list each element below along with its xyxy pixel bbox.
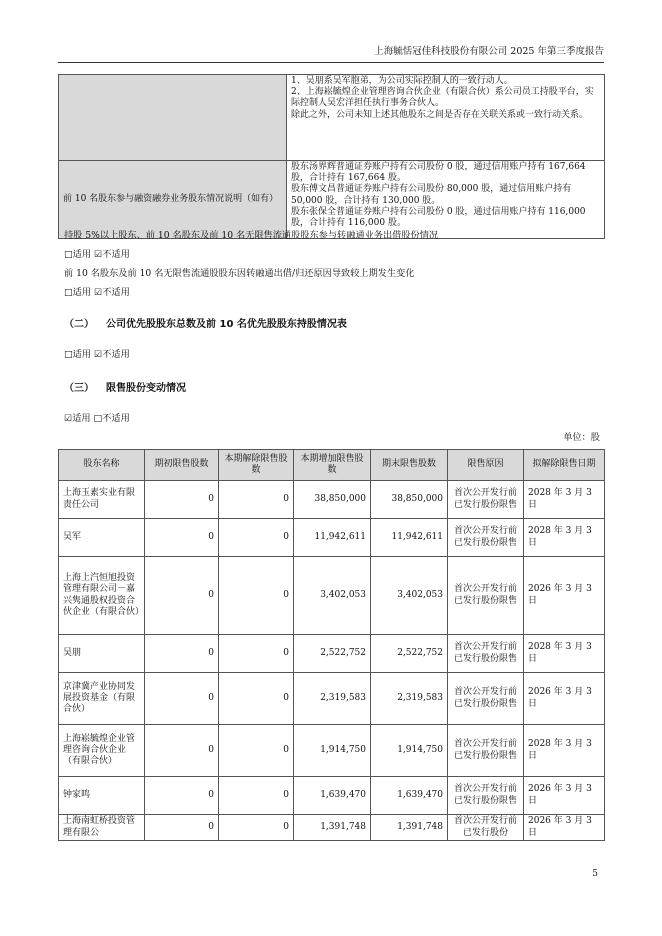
restriction-reason: 首次公开发行前已发行股份限售 [448,481,524,519]
end-restricted: 1,914,750 [371,725,448,777]
release-date: 2026 年 3 月 3 日 [524,777,605,815]
restriction-reason: 首次公开发行前已发行股份限售 [448,519,524,557]
header-reason: 限售原因 [448,450,524,481]
restriction-reason: 首次公开发行前已发行股份限售 [448,725,524,777]
added-count: 1,914,750 [294,725,371,777]
added-count: 1,639,470 [294,777,371,815]
restriction-reason: 首次公开发行前已发行股份限售 [448,557,524,635]
unit-label: 单位：股 [563,432,600,443]
release-date: 2028 年 3 月 3 日 [524,725,605,777]
restriction-reason: 首次公开发行前已发行股份限售 [448,635,524,673]
restriction-reason: 首次公开发行前已发行股份限售 [448,777,524,815]
shareholder-name: 吴军 [59,519,145,557]
related-party-row [59,75,605,161]
end-restricted: 1,639,470 [371,777,448,815]
release-date: 2028 年 3 月 3 日 [524,635,605,673]
released-count: 0 [219,777,294,815]
change-title: 前 10 名股东及前 10 名无限售流通股股东因转融通出借/归还原因导致较上期发生变化 [64,268,415,279]
released-count: 0 [219,557,294,635]
begin-restricted: 0 [145,777,219,815]
restricted-shares-heading [64,382,186,396]
released-count: 0 [219,519,294,557]
header-end-restricted: 期末限售股数 [371,450,448,481]
restricted-shares-heading-number: （三） [64,383,94,394]
restricted-shares-heading-title: 限售股份变动情况 [106,383,186,394]
begin-restricted: 0 [145,557,219,635]
change-applicable-check: □适用 ☑不适用 [64,287,130,298]
release-date: 2026 年 3 月 3 日 [524,557,605,635]
header-added: 本期增加限售股数 [294,450,371,481]
released-count: 0 [219,635,294,673]
release-date: 2028 年 3 月 3 日 [524,519,605,557]
end-restricted: 11,942,611 [371,519,448,557]
added-count: 1,391,748 [294,815,371,841]
shareholder-name: 上海崧毓煌企业管理咨询合伙企业（有限合伙） [59,725,145,777]
margin-trading-label: 前 10 名股东参与融资融券业务股东情况说明（如有） [59,161,287,239]
released-count: 0 [219,673,294,725]
related-party-value: 1、吴朋系吴军胞弟，为公司实际控制人的一致行动人。 2、上海崧毓煌企业管理咨询合伙企业（有限合伙）系公司员工持股平台，实际控制人吴宏洋担任执行事务合伙人。 除此之外，公司未知上述其他股东之间是否存在关联关系或一致行动关系。 [287,75,605,161]
added-count: 2,522,752 [294,635,371,673]
report-header-title: 上海毓恬冠佳科技股份有限公司 2025 年第三季度报告 [374,46,604,57]
shareholder-notes-table [58,74,605,239]
table-row [59,673,605,725]
header-released: 本期解除限售股数 [219,450,294,481]
shareholder-name: 京津冀产业协同发展投资基金（有限合伙） [59,673,145,725]
released-count: 0 [219,815,294,841]
table-row [59,481,605,519]
shareholder-name: 上海玉素实业有限责任公司 [59,481,145,519]
begin-restricted: 0 [145,481,219,519]
begin-restricted: 0 [145,635,219,673]
margin-trading-value: 股东汤界辉普通证券账户持有公司股份 0 股，通过信用账户持有 167,664 股，合计持有 167,664 股。 股东傅文昌普通证券账户持有公司股份 80,000 股，通过信用账户持有 50,000 股，合计持有 130,000 股。 股东张保全普通证券账户持有公司股份 0 股，通过信用账户持有 116,000 股，合计持有 116,000 股。 [287,161,605,239]
related-party-label [59,75,287,161]
preferred-applicable-check: □适用 ☑不适用 [64,349,130,360]
release-date: 2028 年 3 月 3 日 [524,481,605,519]
table-row [59,815,605,841]
shareholder-name: 钟家鸣 [59,777,145,815]
table-row [59,777,605,815]
header-release-date: 拟解除限售日期 [524,450,605,481]
released-count: 0 [219,725,294,777]
preferred-shares-heading-number: （二） [64,319,94,330]
restriction-reason: 首次公开发行前已发行股份 [448,815,524,841]
restriction-reason: 首次公开发行前已发行股份限售 [448,673,524,725]
page-number: 5 [592,869,598,879]
end-restricted: 1,391,748 [371,815,448,841]
begin-restricted: 0 [145,815,219,841]
added-count: 11,942,611 [294,519,371,557]
added-count: 2,319,583 [294,673,371,725]
release-date: 2026 年 3 月 3 日 [524,673,605,725]
table-row [59,725,605,777]
header-begin-restricted: 期初限售股数 [145,450,219,481]
begin-restricted: 0 [145,673,219,725]
end-restricted: 2,522,752 [371,635,448,673]
margin-trading-row [59,161,605,239]
lending-applicable-check: □适用 ☑不适用 [64,249,130,260]
begin-restricted: 0 [145,519,219,557]
preferred-shares-heading-title: 公司优先股股东总数及前 10 名优先股股东持股情况表 [106,319,347,330]
release-date: 2026 年 3 月 3 日 [524,815,605,841]
table-header-row [59,450,605,481]
shareholder-name: 上海上汽恒旭投资管理有限公司－嘉兴隽通股权投资合伙企业（有限合伙） [59,557,145,635]
end-restricted: 3,402,053 [371,557,448,635]
table-row [59,557,605,635]
end-restricted: 2,319,583 [371,673,448,725]
report-header [58,44,604,63]
preferred-shares-heading [64,318,347,332]
end-restricted: 38,850,000 [371,481,448,519]
added-count: 38,850,000 [294,481,371,519]
table-row [59,519,605,557]
restricted-shares-table [58,449,605,841]
restricted-applicable-check: ☑适用 □不适用 [64,413,130,424]
begin-restricted: 0 [145,725,219,777]
shareholder-name: 吴朋 [59,635,145,673]
shareholder-name: 上海南虹桥投资管理有限公 [59,815,145,841]
released-count: 0 [219,481,294,519]
table-row [59,635,605,673]
header-shareholder-name: 股东名称 [59,450,145,481]
lending-title: 持股 5%以上股东、前 10 名股东及前 10 名无限售流通股股东参与转融通业务出借股份情况 [64,230,439,241]
added-count: 3,402,053 [294,557,371,635]
